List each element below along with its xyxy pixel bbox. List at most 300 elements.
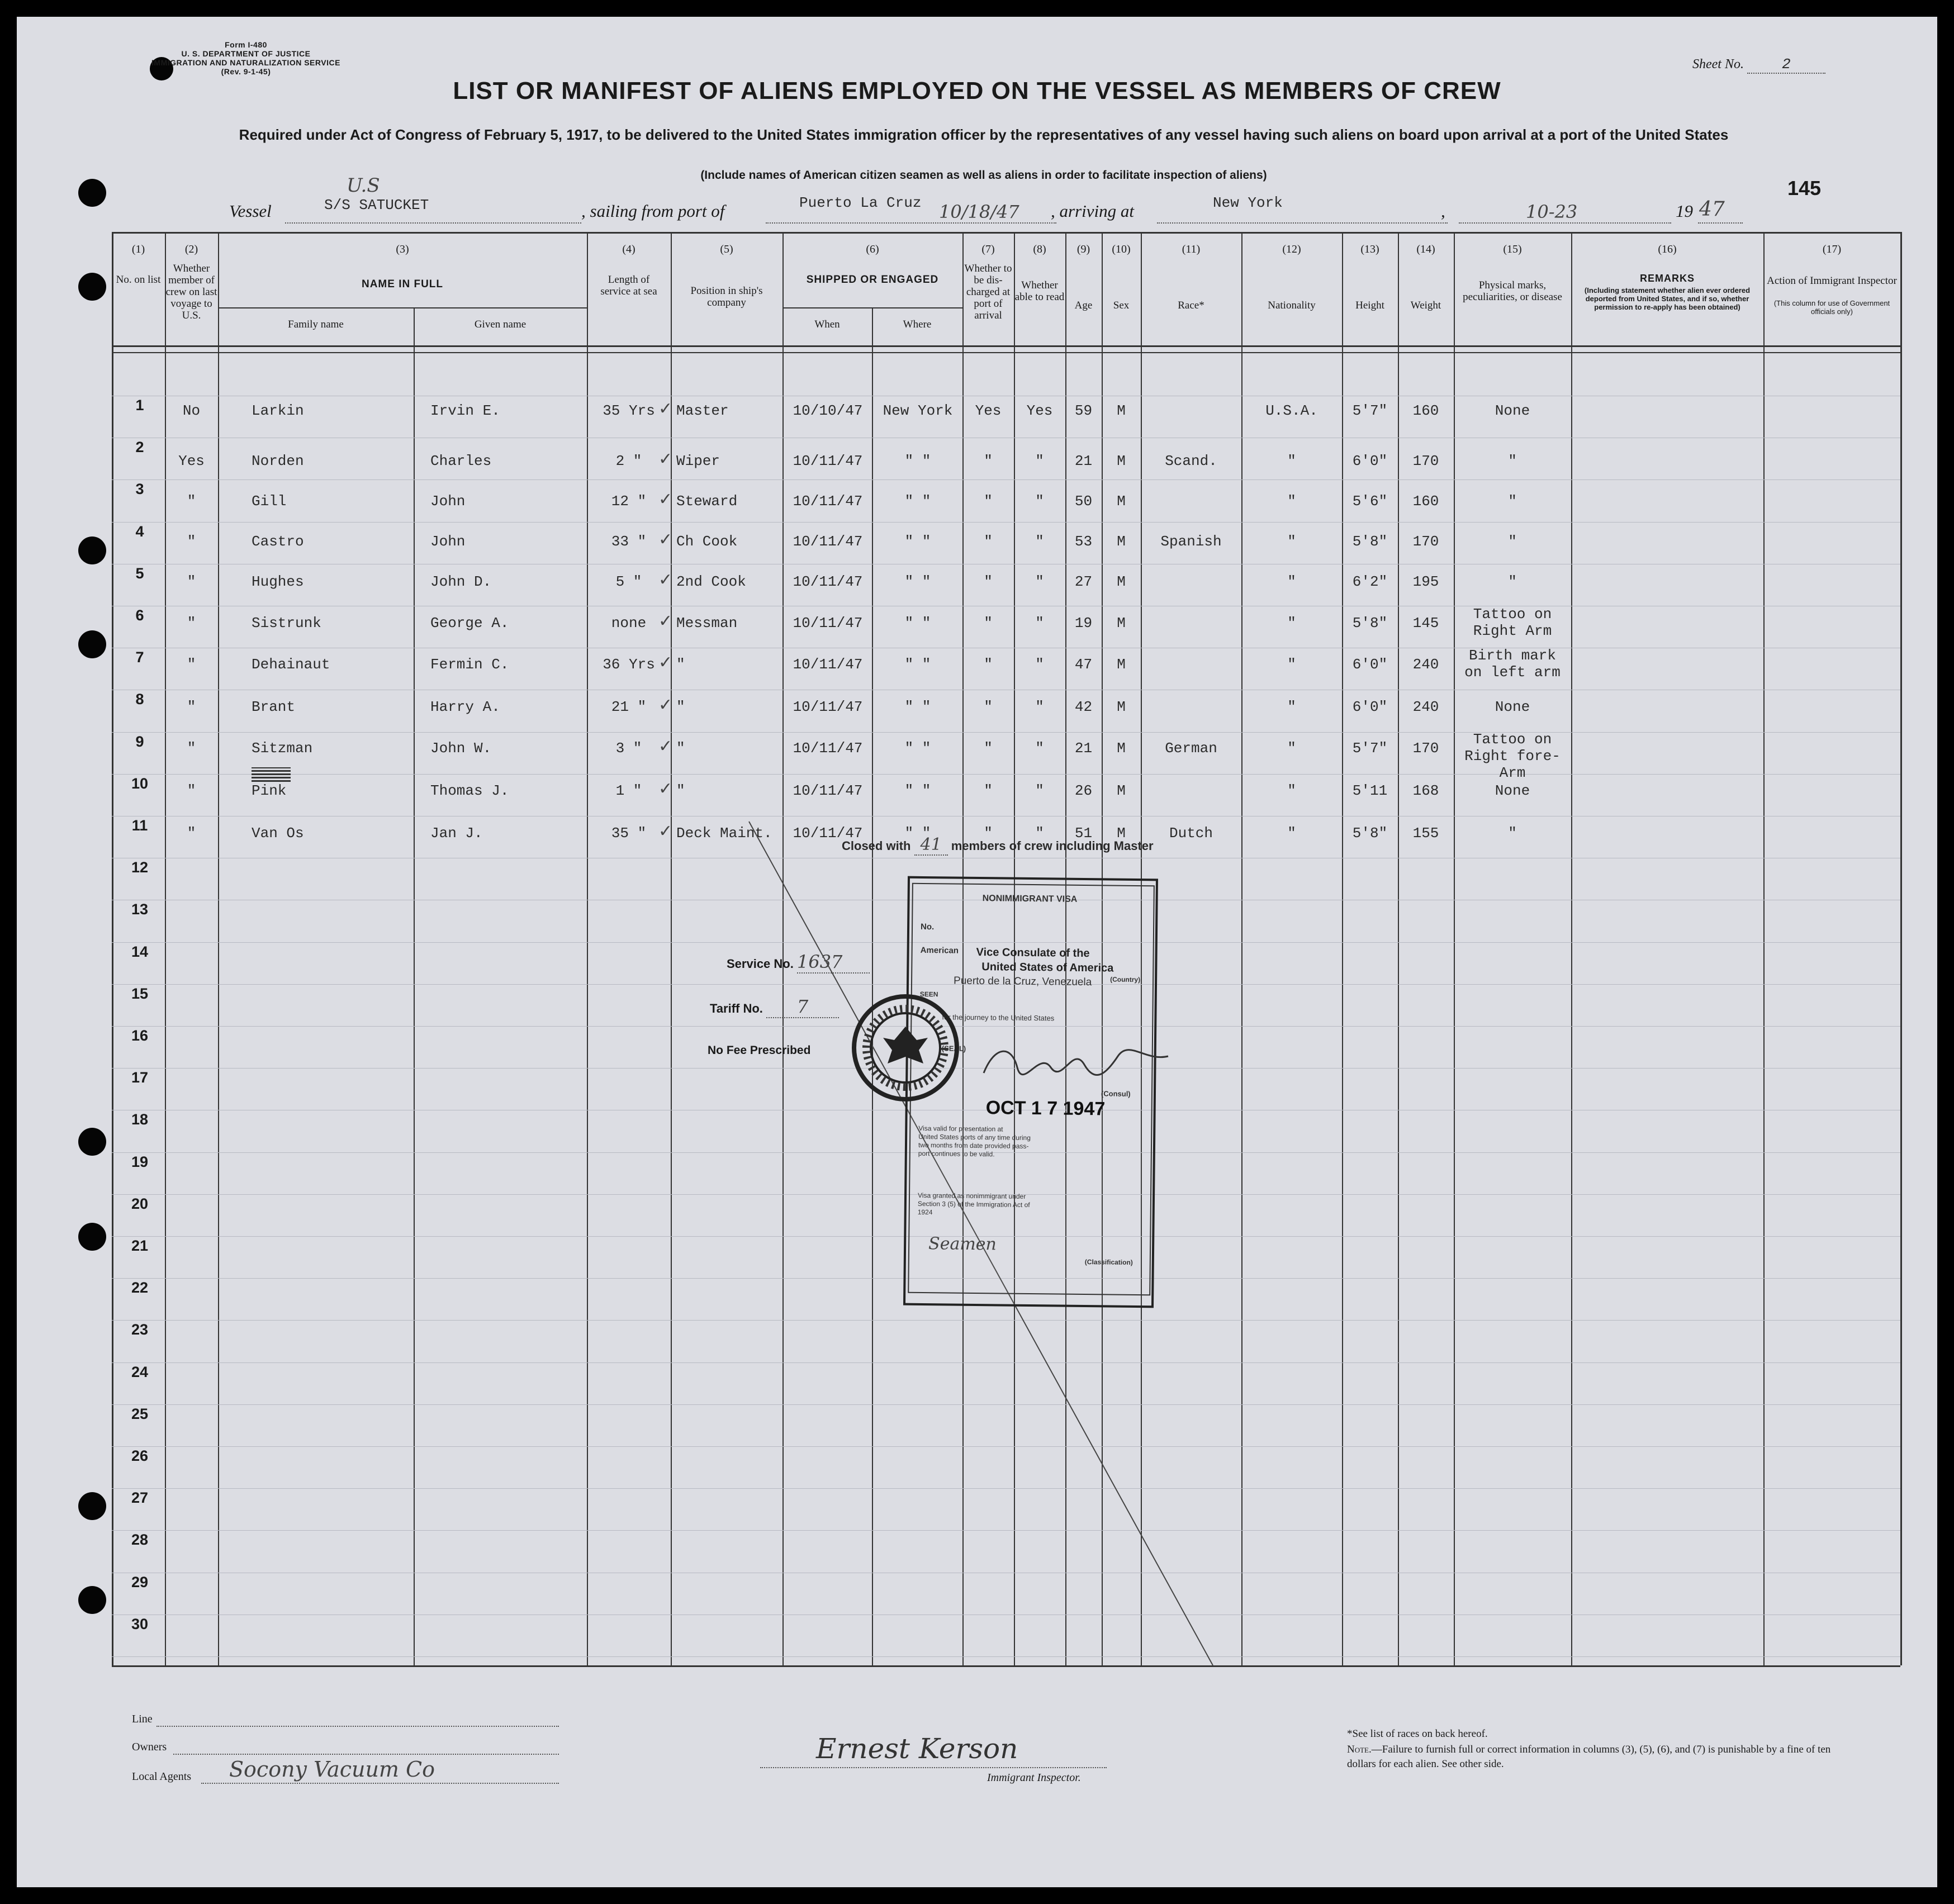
- cell-weight: 170: [1412, 453, 1439, 469]
- cell-age: 21: [1074, 740, 1093, 757]
- cell-nationality: ": [1287, 573, 1296, 590]
- cell-service: 35 ": [611, 825, 647, 842]
- visa-classification-value: Seamen: [928, 1234, 997, 1255]
- races-note: *See list of races on back hereof.: [1347, 1728, 1488, 1740]
- cell-where: " ": [904, 782, 931, 799]
- form-number: Form I-480: [225, 40, 267, 49]
- cell-sex: M: [1117, 402, 1126, 419]
- row-number: 1: [135, 397, 144, 414]
- arriving-label: , arriving at: [1051, 201, 1134, 221]
- row-number: 3: [135, 481, 144, 497]
- col-num-8: (8): [1033, 243, 1046, 255]
- cell-where: " ": [904, 573, 931, 590]
- cell-marks: ": [1508, 825, 1517, 842]
- col-head-weight: Weight: [1410, 300, 1441, 311]
- visa-date: OCT 1 7 1947: [985, 1097, 1106, 1120]
- col-head-physical-marks: Physical marks, peculiarities, or disease: [1463, 279, 1562, 303]
- cell-position: Master: [676, 402, 729, 419]
- col-head-name: NAME IN FULL: [361, 278, 444, 290]
- cell-where: " ": [904, 656, 931, 673]
- check-mark-icon: ✓: [658, 400, 673, 418]
- cell-where: New York: [883, 402, 953, 419]
- col-head-prev-voyage: Whether member of crew on last voyage to U.S.: [165, 263, 217, 321]
- visa-heading: NONIMMIGRANT VISA: [982, 894, 1078, 904]
- cell-age: 19: [1074, 615, 1093, 631]
- cell-when: 10/11/47: [793, 656, 863, 673]
- cell-where: " ": [904, 699, 931, 715]
- cell-when: 10/11/47: [793, 740, 863, 757]
- footer-agents-field: [201, 1783, 559, 1784]
- row-number: 16: [131, 1027, 149, 1044]
- cell-read: Yes: [1026, 402, 1053, 419]
- row-number: 15: [131, 985, 149, 1002]
- visa-seal-label: (SEAL): [941, 1044, 966, 1053]
- cell-age: 50: [1074, 493, 1093, 510]
- cell-sex: M: [1117, 453, 1126, 469]
- page-subtitle: Required under Act of Congress of February 5, 1917, to be delivered to the United States immigration officer by the representatives of any vessel having such aliens on board upon arrival at a port of the United States: [239, 126, 1729, 143]
- visa-classification-label: (Classification): [1084, 1258, 1133, 1266]
- cell-age: 21: [1074, 453, 1093, 469]
- col-num-6: (6): [866, 243, 879, 255]
- cell-weight: 195: [1412, 573, 1439, 590]
- signature-stroke: [984, 1050, 1168, 1075]
- check-mark-icon: ✓: [658, 696, 673, 714]
- cell-marks: ": [1508, 453, 1517, 469]
- cell-discharge: ": [984, 825, 993, 842]
- cell-family: Sistrunk: [252, 615, 321, 631]
- check-mark-icon: ✓: [658, 612, 673, 630]
- cell-read: ": [1035, 533, 1044, 550]
- row-number: 12: [131, 859, 149, 876]
- cell-position: Ch Cook: [676, 533, 738, 550]
- cell-height: 5'6": [1352, 493, 1388, 510]
- cell-given: John D.: [430, 573, 492, 590]
- cell-when: 10/11/47: [793, 493, 863, 510]
- cell-discharge: ": [984, 615, 993, 631]
- row-number: 2: [135, 439, 144, 455]
- cell-when: 10/11/47: [793, 782, 863, 799]
- cell-weight: 160: [1412, 493, 1439, 510]
- cell-height: 5'11: [1352, 782, 1388, 799]
- col-num-15: (15): [1503, 243, 1522, 255]
- cell-family: Larkin: [252, 402, 304, 419]
- cell-height: 6'0": [1352, 656, 1388, 673]
- footer-owners-field: [173, 1754, 559, 1755]
- service-no-value: 1637: [797, 951, 870, 974]
- page-title: LIST OR MANIFEST OF ALIENS EMPLOYED ON THE VESSEL AS MEMBERS OF CREW: [453, 77, 1501, 105]
- cell-sex: M: [1117, 782, 1126, 799]
- col-num-13: (13): [1360, 243, 1379, 255]
- sheet-label: Sheet No.: [1692, 57, 1744, 72]
- cell-service: 1 ": [615, 782, 642, 799]
- cell-marks: None: [1495, 699, 1530, 715]
- col-num-10: (10): [1112, 243, 1131, 255]
- cell-given: Thomas J.: [430, 782, 509, 799]
- cell-height: 5'8": [1352, 825, 1388, 842]
- cell-family: Van Os: [252, 825, 304, 842]
- row-number: 26: [131, 1447, 149, 1464]
- penalty-note: [1347, 1742, 1861, 1772]
- row-number: 11: [131, 817, 148, 834]
- cell-weight: 155: [1412, 825, 1439, 842]
- row-number: 9: [135, 733, 144, 750]
- row-number: 24: [131, 1364, 149, 1380]
- cell-nationality: ": [1287, 533, 1296, 550]
- visa-seen-label: SEEN: [919, 990, 938, 999]
- cell-prev: ": [187, 533, 196, 550]
- consul-signature: [978, 1039, 1179, 1084]
- cell-prev: ": [187, 699, 196, 715]
- col-head-remarks-note: (Including statement whether alien ever ordered deported from United States, and if so, whether permission to re-apply has been obtained): [1584, 286, 1751, 311]
- cell-nationality: ": [1287, 615, 1296, 631]
- col-head-no: No. on list: [116, 274, 161, 286]
- visa-valid-1: Visa valid for presentation at: [918, 1124, 1003, 1133]
- vessel-name: S/S SATUCKET: [324, 197, 429, 213]
- cell-service: 36 Yrs: [603, 656, 655, 673]
- col-num-16: (16): [1658, 243, 1677, 255]
- col-num-12: (12): [1282, 243, 1301, 255]
- visa-valid-4: port continues to be valid.: [918, 1149, 995, 1158]
- year-prefix: 19: [1676, 201, 1693, 221]
- visa-validity: [918, 1124, 1031, 1159]
- check-mark-icon: ✓: [658, 571, 673, 589]
- cell-position: Steward: [676, 493, 738, 510]
- closed-prefix: Closed with: [842, 839, 911, 853]
- cell-position: Messman: [676, 615, 738, 631]
- cell-service: 3 ": [615, 740, 642, 757]
- cell-marks: Tattoo on Right fore-Arm: [1464, 731, 1561, 781]
- col-num-3: (3): [396, 243, 409, 255]
- cell-sex: M: [1117, 573, 1126, 590]
- cell-discharge: ": [984, 533, 993, 550]
- row-number: 29: [131, 1574, 149, 1590]
- cell-height: 6'2": [1352, 573, 1388, 590]
- cell-family: Norden: [252, 453, 304, 469]
- col-num-9: (9): [1076, 243, 1090, 255]
- cell-given: Jan J.: [430, 825, 483, 842]
- cell-nationality: ": [1287, 493, 1296, 510]
- cell-where: " ": [904, 740, 931, 757]
- cell-age: 47: [1074, 656, 1093, 673]
- cell-weight: 240: [1412, 699, 1439, 715]
- cell-position: ": [676, 740, 685, 757]
- cell-marks: ": [1508, 533, 1517, 550]
- check-mark-icon: ✓: [658, 530, 673, 549]
- cell-position: Deck Maint.: [676, 825, 772, 842]
- sailing-port: Puerto La Cruz: [799, 194, 922, 211]
- cell-read: ": [1035, 782, 1044, 799]
- cell-read: ": [1035, 699, 1044, 715]
- visa-granted: [918, 1191, 1030, 1218]
- cell-marks: ": [1508, 573, 1517, 590]
- col-head-length-service: Length of service at sea: [600, 274, 657, 297]
- closed-count: 41: [914, 835, 948, 856]
- footer-line-field: [156, 1726, 559, 1727]
- col-head-action-note: (This column for use of Government officials only): [1773, 299, 1890, 316]
- col-head-read: Whether able to read: [1014, 279, 1065, 303]
- cell-marks: ": [1508, 493, 1517, 510]
- cell-age: 53: [1074, 533, 1093, 550]
- check-mark-icon: ✓: [658, 450, 673, 468]
- cell-nationality: ": [1287, 740, 1296, 757]
- sailing-label: , sailing from port of: [581, 201, 725, 221]
- cell-read: ": [1035, 573, 1044, 590]
- row-number: 17: [131, 1069, 149, 1086]
- service-name: IMMIGRATION AND NATURALIZATION SERVICE: [151, 58, 340, 67]
- row-number: 6: [135, 607, 144, 624]
- cell-family: Sitzman: [252, 740, 313, 757]
- cell-weight: 160: [1412, 402, 1439, 419]
- row-number: 4: [135, 523, 144, 540]
- cell-service: 5 ": [615, 573, 642, 590]
- cell-where: " ": [904, 615, 931, 631]
- row-number: 5: [135, 565, 144, 582]
- cell-position: 2nd Cook: [676, 573, 746, 590]
- cell-prev: No: [182, 402, 201, 419]
- visa-granted-2: Section 3 (5) of the Immigration Act of: [917, 1199, 1030, 1209]
- cell-age: 59: [1074, 402, 1093, 419]
- cell-age: 51: [1074, 825, 1093, 842]
- col-num-7: (7): [981, 243, 995, 255]
- cell-where: " ": [904, 493, 931, 510]
- sailing-date: 10/18/47: [939, 201, 1019, 222]
- note-text: —Failure to furnish full or correct information in columns (3), (5), (6), and (7) is punishable by a fine of ten dollars for each alien. See other side.: [1347, 1744, 1831, 1770]
- row-number: 7: [135, 649, 144, 666]
- cell-nationality: ": [1287, 782, 1296, 799]
- cell-weight: 170: [1412, 533, 1439, 550]
- cell-weight: 170: [1412, 740, 1439, 757]
- cell-discharge: Yes: [975, 402, 1002, 419]
- footer-agents-label: Local Agents: [132, 1770, 192, 1783]
- cell-position: ": [676, 699, 685, 715]
- cell-when: 10/10/47: [793, 402, 863, 419]
- row-number: 13: [131, 901, 149, 918]
- cell-discharge: ": [984, 740, 993, 757]
- fee-note: No Fee Prescribed: [708, 1044, 811, 1057]
- cell-family: Brant: [252, 699, 296, 715]
- cell-given: George A.: [430, 615, 509, 631]
- cell-height: 5'7": [1352, 740, 1388, 757]
- col-head-remarks: REMARKS: [1639, 273, 1695, 284]
- cell-service: 2 ": [615, 453, 642, 469]
- cell-sex: M: [1117, 493, 1126, 510]
- cell-discharge: ": [984, 453, 993, 469]
- visa-granted-1: Visa granted as nonimmigrant under: [917, 1191, 1026, 1200]
- cell-given: John: [430, 493, 466, 510]
- cell-family: Pink: [252, 782, 287, 799]
- cell-when: 10/11/47: [793, 699, 863, 715]
- cell-when: 10/11/47: [793, 825, 863, 842]
- cell-nationality: ": [1287, 656, 1296, 673]
- cell-height: 5'8": [1352, 615, 1388, 631]
- row-number: 14: [131, 943, 149, 960]
- cell-given: John W.: [430, 740, 492, 757]
- cell-read: ": [1035, 825, 1044, 842]
- arriving-port: New York: [1213, 194, 1283, 211]
- cell-read: ": [1035, 656, 1044, 673]
- visa-no-label: No.: [920, 922, 935, 932]
- cell-prev: ": [187, 782, 196, 799]
- cell-race: Dutch: [1169, 825, 1213, 842]
- inspector-signature: Ernest Kerson: [816, 1732, 1018, 1765]
- year-suffix: 47: [1699, 198, 1725, 221]
- row-number: 20: [131, 1195, 149, 1212]
- cell-sex: M: [1117, 825, 1126, 842]
- cell-discharge: ": [984, 656, 993, 673]
- cell-height: 6'0": [1352, 699, 1388, 715]
- visa-consulate-2: United States of America: [981, 961, 1114, 975]
- service-no-label: Service No.: [727, 957, 794, 971]
- visa-country-label: (Country): [1110, 975, 1141, 984]
- cell-service: 21 ": [611, 699, 647, 715]
- col-head-sex: Sex: [1113, 300, 1130, 311]
- col-head-height: Height: [1355, 300, 1384, 311]
- cell-position: ": [676, 782, 685, 799]
- cell-when: 10/11/47: [793, 533, 863, 550]
- col-head-position: Position in ship's company: [690, 285, 763, 308]
- department: U. S. DEPARTMENT OF JUSTICE: [181, 49, 311, 58]
- check-mark-icon: ✓: [658, 490, 673, 509]
- col-head-family-name: Family name: [288, 319, 344, 330]
- cell-given: Charles: [430, 453, 492, 469]
- col-num-5: (5): [720, 243, 733, 255]
- cell-sex: M: [1117, 699, 1126, 715]
- visa-consulate-1: Vice Consulate of the: [976, 946, 1090, 960]
- cell-read: ": [1035, 615, 1044, 631]
- cell-discharge: ": [984, 493, 993, 510]
- row-number: 28: [131, 1531, 149, 1548]
- cell-nationality: U.S.A.: [1265, 402, 1318, 419]
- cell-when: 10/11/47: [793, 453, 863, 469]
- row-number: 18: [131, 1111, 149, 1128]
- cell-prev: Yes: [178, 453, 205, 469]
- col-head-race: Race*: [1178, 300, 1204, 311]
- cell-age: 42: [1074, 699, 1093, 715]
- visa-journey: for the journey to the United States: [942, 1013, 1055, 1023]
- cell-read: ": [1035, 453, 1044, 469]
- visa-valid-3: two months from date provided pass-: [918, 1141, 1029, 1150]
- consulate-seal: [850, 992, 961, 1104]
- visa-consulate-3: Puerto de la Cruz, Venezuela: [953, 975, 1092, 989]
- cell-race: Scand.: [1165, 453, 1217, 469]
- col-head-shipped: SHIPPED OR ENGAGED: [806, 274, 939, 286]
- cell-nationality: ": [1287, 453, 1296, 469]
- cell-marks: None: [1495, 782, 1530, 799]
- tariff-no-value: 7: [766, 996, 839, 1018]
- check-mark-icon: ✓: [658, 822, 673, 841]
- cell-discharge: ": [984, 782, 993, 799]
- cell-service: none: [611, 615, 647, 631]
- page-number: 145: [1787, 177, 1822, 200]
- cell-marks: Birth mark on left arm: [1464, 647, 1561, 681]
- footer-line-label: Line: [132, 1713, 153, 1725]
- cell-given: Harry A.: [430, 699, 500, 715]
- cell-given: Fermin C.: [430, 656, 509, 673]
- col-num-17: (17): [1822, 243, 1842, 255]
- vessel-annotation: U.S: [347, 174, 380, 197]
- cell-family: Castro: [252, 533, 304, 550]
- check-mark-icon: ✓: [658, 737, 673, 756]
- vessel-label: Vessel: [229, 201, 272, 221]
- form-revision: (Rev. 9-1-45): [221, 67, 271, 76]
- row-number: 23: [131, 1321, 149, 1338]
- note-label: Note.: [1347, 1744, 1372, 1755]
- col-head-when: When: [814, 319, 840, 330]
- col-head-discharge: Whether to be dis-charged at port of arrival: [964, 263, 1012, 321]
- inspector-label: Immigrant Inspector.: [987, 1772, 1081, 1784]
- cell-height: 5'8": [1352, 533, 1388, 550]
- col-num-11: (11): [1182, 243, 1201, 255]
- row-number: 30: [131, 1616, 149, 1632]
- visa-consul-label: (Consul): [1101, 1089, 1131, 1098]
- cell-race: Spanish: [1160, 533, 1222, 550]
- cell-race: German: [1165, 740, 1217, 757]
- col-head-action: Action of Immigrant Inspector: [1767, 275, 1897, 287]
- col-num-4: (4): [622, 243, 635, 255]
- footer-agents-value: Socony Vacuum Co: [229, 1757, 435, 1782]
- cell-weight: 145: [1412, 615, 1439, 631]
- cell-prev: ": [187, 493, 196, 510]
- cell-when: 10/11/47: [793, 573, 863, 590]
- visa-american-label: American: [920, 945, 959, 956]
- visa-valid-2: United States ports of any time during: [918, 1132, 1031, 1142]
- cell-where: " ": [904, 825, 931, 842]
- manifest-sheet: Form I-480 U. S. DEPARTMENT OF JUSTICE IMMIGRATION AND NATURALIZATION SERVICE (Rev. 9-1-45) Sheet No. 2 LIST OR MANIFEST OF ALIENS EMPLOYED ON THE VESSEL AS MEMBERS OF CREW Required under Act of Congress of February 5, 1917, to be delivered to the United States immigration officer by the representatives of any vessel having such aliens on board upon arrival at a port of the United States (Include names of American citizen seamen as well as aliens in order to facilitate inspection of aliens) 145 Vessel U.S S/S SATUCKET , sailing from port of Puerto La Cruz 10/18/47 , arriving at New York , 10-23 19 47 (1) No. on list (2) Whether member of crew on last voyage to U.S. (3) NAME IN FULL Family name Given name (4) Length of service at sea (5) Position in ship's company (6) SHIPPED OR ENGAGED When Where (7) Whether to be dis-charged at port of arrival (8) Whether able to read (9) Age (10) Sex (11) Race* (12) Nationality (13) Height (14) Weight (15) Physical marks, peculiarities, or disease (16) REMARKS (Including statement whether alien ever ordered deported from United States, and if so, whether permission to re-apply has been obtained) (17) Action of Immigrant Inspector (This column for use of Government officials only) 1 2 3 4 5 6 7 8 9 10 11 12 13 14 15 16 17 18 19 20 21 22 23 24 25 26 27 28 29 30 No Larkin Irvin E. 35 Yrs Master 10/10/47 New York Yes Yes 59 M U.S.A. 5'7" 160 None ✓ Yes Norden Charles 2 " Wiper 10/11/47 " " " " 21 M Scand. " 6'0" 170 " ✓ " Gill John 12 " Steward 10/11/47 " " " " 50 M " 5'6" 160 " ✓ " Castro John 33 " Ch Cook 10/11/47 " " " " 53 M Spanish " 5'8" 170 " ✓ " Hughes John D. 5 " 2nd Cook 10/11/47 " " " " 27 M " 6'2" 195 " ✓ " Sistrunk George A. none Messman 10/11/47 " " " " 19 M " 5'8" 145 Tattoo on Right Arm ✓ " Dehainaut Fermin C. 36 Yrs " 10/11/47 " " " " 47 M " 6'0" 240 Birth mark on left arm ✓ " Brant Harry A. 21 " " 10/11/47 " " " " 42 M " 6'0" 240 None ✓ " Sitzman John W. 3 " " 10/11/47 " " " " 21 M German " 5'7" 170 Tattoo on Right fore-Arm ✓ " Pink Thomas J. 1 " " 10/11/47 " " " " 26 M " 5'11 168 None ✓ " Van Os Jan J. 35 " Deck Maint. 10/11/47 " " " " 51 M Dutch " 5'8" 155 " ✓ Closed with 41 members of crew including Master Service No. 1637 Tariff No. 7 No Fee Prescribed NONIMMIGRANT VISA No. American Vice Consulate of the United States of America Puerto de la Cruz, Venezuela (Country) SEEN for the journey to the United States (SEAL) (Consul) OCT 1 7 1947 Visa valid for presentation at United States ports of any time during two months from date provided pass- port continues to be valid. Visa granted as nonimmigrant under Section 3 (5) of the Immigration Act of 1924 Seamen (Classification) Line Owners Local Agents Socony Vacuum Co Ernest Kerson Immigrant Inspector. *See list of races on back hereof. Note.—Failure to furnish full or correct information in columns (3), (5), (6), and (7) is punishable by a fine of ten dollars for each alien. See other side.: [17, 17, 1937, 1887]
- cell-where: " ": [904, 533, 931, 550]
- cell-service: 35 Yrs: [603, 402, 655, 419]
- col-num-14: (14): [1416, 243, 1435, 255]
- tariff-no-label: Tariff No.: [710, 1001, 763, 1015]
- col-num-2: (2): [184, 243, 198, 255]
- cell-prev: ": [187, 615, 196, 631]
- cell-sex: M: [1117, 740, 1126, 757]
- cell-where: " ": [904, 453, 931, 469]
- cell-weight: 168: [1412, 782, 1439, 799]
- cell-age: 26: [1074, 782, 1093, 799]
- cell-height: 6'0": [1352, 453, 1388, 469]
- cell-read: ": [1035, 493, 1044, 510]
- col-head-age: Age: [1074, 300, 1093, 311]
- cell-nationality: ": [1287, 699, 1296, 715]
- cell-family: Dehainaut: [252, 656, 330, 673]
- cell-given: Irvin E.: [430, 402, 500, 419]
- row-number: 10: [131, 775, 149, 792]
- cell-nationality: ": [1287, 825, 1296, 842]
- arrival-date: 10-23: [1526, 201, 1578, 222]
- cell-prev: ": [187, 740, 196, 757]
- col-head-where: Where: [903, 319, 932, 330]
- footer-owners-label: Owners: [132, 1741, 167, 1753]
- include-note: (Include names of American citizen seamen as well as aliens in order to facilitate inspection of aliens): [700, 169, 1267, 182]
- visa-granted-3: 1924: [917, 1208, 933, 1217]
- sheet-value: 2: [1747, 56, 1825, 74]
- cell-age: 27: [1074, 573, 1093, 590]
- cell-read: ": [1035, 740, 1044, 757]
- cell-marks: None: [1495, 402, 1530, 419]
- cell-prev: ": [187, 656, 196, 673]
- row-number: 8: [135, 691, 144, 708]
- row-number: 19: [131, 1153, 149, 1170]
- check-mark-icon: ✓: [658, 780, 673, 798]
- cell-weight: 240: [1412, 656, 1439, 673]
- cell-sex: M: [1117, 533, 1126, 550]
- col-head-nationality: Nationality: [1268, 300, 1316, 311]
- cell-family: Gill: [252, 493, 287, 510]
- cell-sex: M: [1117, 656, 1126, 673]
- check-mark-icon: ✓: [658, 653, 673, 672]
- cell-position: ": [676, 656, 685, 673]
- eagle-icon: [883, 1027, 928, 1063]
